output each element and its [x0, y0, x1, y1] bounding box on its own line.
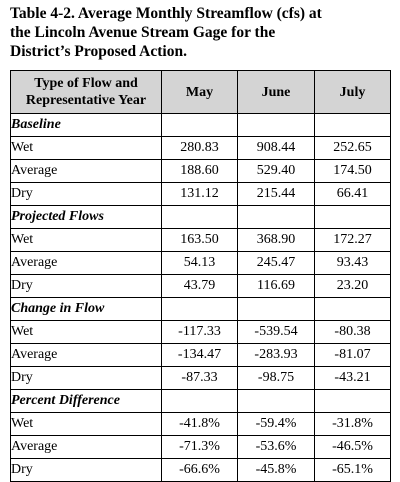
caption-line-2: the Lincoln Avenue Stream Gage for the — [10, 24, 276, 41]
empty-cell — [238, 206, 315, 229]
value-cell: -41.8% — [162, 413, 238, 436]
value-cell: -80.38 — [315, 321, 391, 344]
section-header-row — [11, 298, 391, 321]
row-label: Dry — [11, 275, 162, 298]
section-title: Baseline — [11, 114, 162, 137]
row-label: Wet — [11, 137, 162, 160]
value-cell: 529.40 — [238, 160, 315, 183]
value-cell: -65.1% — [315, 459, 391, 482]
section-title: Projected Flows — [11, 206, 162, 229]
row-label: Average — [11, 160, 162, 183]
streamflow-table — [10, 70, 391, 482]
header-flow-type-line-1: Type of Flow and — [34, 76, 138, 91]
value-cell: -59.4% — [238, 413, 315, 436]
row-label: Average — [11, 252, 162, 275]
value-cell: 116.69 — [238, 275, 315, 298]
empty-cell — [238, 390, 315, 413]
empty-cell — [315, 206, 391, 229]
value-cell: 188.60 — [162, 160, 238, 183]
value-cell: 23.20 — [315, 275, 391, 298]
value-cell: 368.90 — [238, 229, 315, 252]
row-label: Wet — [11, 413, 162, 436]
table-row — [11, 229, 391, 252]
table-caption — [10, 4, 390, 61]
value-cell: 252.65 — [315, 137, 391, 160]
table-row — [11, 344, 391, 367]
header-flow-type-line-2: Representative Year — [25, 93, 147, 108]
value-cell: -117.33 — [162, 321, 238, 344]
table-row — [11, 459, 391, 482]
table-row — [11, 436, 391, 459]
value-cell: 131.12 — [162, 183, 238, 206]
row-label: Wet — [11, 229, 162, 252]
section-header-row — [11, 206, 391, 229]
header-june: June — [238, 71, 315, 114]
value-cell: 280.83 — [162, 137, 238, 160]
value-cell: -31.8% — [315, 413, 391, 436]
value-cell: 174.50 — [315, 160, 391, 183]
value-cell: -53.6% — [238, 436, 315, 459]
value-cell: 54.13 — [162, 252, 238, 275]
empty-cell — [315, 298, 391, 321]
row-label: Wet — [11, 321, 162, 344]
value-cell: -71.3% — [162, 436, 238, 459]
value-cell: -81.07 — [315, 344, 391, 367]
value-cell: 43.79 — [162, 275, 238, 298]
row-label: Average — [11, 436, 162, 459]
value-cell: -87.33 — [162, 367, 238, 390]
row-label: Dry — [11, 367, 162, 390]
value-cell: 908.44 — [238, 137, 315, 160]
value-cell: -66.6% — [162, 459, 238, 482]
value-cell: 66.41 — [315, 183, 391, 206]
section-header-row — [11, 114, 391, 137]
value-cell: -46.5% — [315, 436, 391, 459]
header-may: May — [162, 71, 238, 114]
row-label: Dry — [11, 183, 162, 206]
empty-cell — [162, 206, 238, 229]
value-cell: -98.75 — [238, 367, 315, 390]
value-cell: -134.47 — [162, 344, 238, 367]
empty-cell — [315, 390, 391, 413]
table-row — [11, 275, 391, 298]
value-cell: 93.43 — [315, 252, 391, 275]
empty-cell — [238, 298, 315, 321]
value-cell: 245.47 — [238, 252, 315, 275]
value-cell: 163.50 — [162, 229, 238, 252]
empty-cell — [162, 114, 238, 137]
caption-line-1: Table 4-2. Average Monthly Streamflow (cfs) at — [10, 5, 322, 22]
empty-cell — [162, 298, 238, 321]
empty-cell — [238, 114, 315, 137]
section-header-row — [11, 390, 391, 413]
table-row — [11, 321, 391, 344]
empty-cell — [162, 390, 238, 413]
row-label: Dry — [11, 459, 162, 482]
table-body — [11, 114, 391, 482]
table-row — [11, 137, 391, 160]
table-row — [11, 160, 391, 183]
value-cell: 172.27 — [315, 229, 391, 252]
header-row — [11, 71, 391, 114]
value-cell: -43.21 — [315, 367, 391, 390]
section-title: Percent Difference — [11, 390, 162, 413]
header-july: July — [315, 71, 391, 114]
value-cell: 215.44 — [238, 183, 315, 206]
value-cell: -539.54 — [238, 321, 315, 344]
table-row — [11, 413, 391, 436]
section-title: Change in Flow — [11, 298, 162, 321]
caption-line-3: District’s Proposed Action. — [10, 43, 187, 60]
empty-cell — [315, 114, 391, 137]
header-flow-type — [11, 71, 162, 114]
value-cell: -283.93 — [238, 344, 315, 367]
row-label: Average — [11, 344, 162, 367]
table-row — [11, 183, 391, 206]
table-row — [11, 252, 391, 275]
table-row — [11, 367, 391, 390]
value-cell: -45.8% — [238, 459, 315, 482]
